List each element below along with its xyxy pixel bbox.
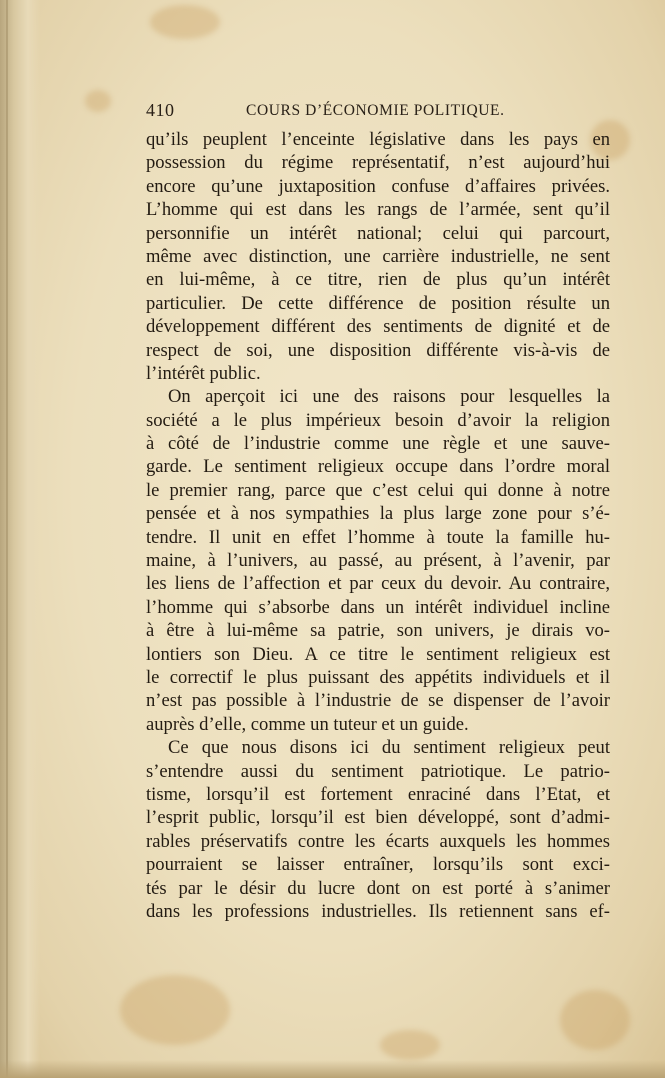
- page-fold-line: [6, 0, 8, 1078]
- text-line: lontiers son Dieu. A ce titre le sentiment religieux est: [146, 643, 610, 665]
- text-line: n’est pas possible à l’industrie de se dispenser de l’avoir: [146, 690, 610, 712]
- page-number: 410: [146, 100, 175, 120]
- text-line: l’homme qui s’absorbe dans un intérêt individuel incline: [146, 596, 610, 618]
- text-line: en lui-même, à ce titre, rien de plus qu’un intérêt: [146, 269, 610, 291]
- text-line: personnifie un intérêt national; celui qui parcourt,: [146, 222, 610, 244]
- foxing-stain: [150, 5, 220, 39]
- text-line: particulier. De cette différence de position résulte un: [146, 292, 610, 314]
- text-line: tisme, lorsqu’il est fortement enraciné dans l’Etat, et: [146, 783, 610, 805]
- page-bottom-edge: [0, 1060, 665, 1078]
- text-line: respect de soi, une disposition différente vis-à-vis de: [146, 339, 610, 361]
- text-line: garde. Le sentiment religieux occupe dans l’ordre moral: [146, 456, 610, 478]
- text-line: pensée et à nos sympathies la plus large zone pour s’é-: [146, 503, 610, 525]
- text-line: tés par le désir du lucre dont on est porté à s’animer: [146, 877, 610, 899]
- text-line: rables préservatifs contre les écarts auxquels les hommes: [146, 830, 610, 852]
- text-line: auprès d’elle, comme un tuteur et un guide.: [146, 713, 469, 735]
- foxing-stain: [85, 90, 111, 112]
- text-line: à côté de l’industrie comme une règle et une sauve-: [146, 433, 610, 455]
- text-line: l’intérêt public.: [146, 362, 261, 384]
- text-line: qu’ils peuplent l’enceinte législative dans les pays en: [146, 129, 610, 150]
- text-line: Ce que nous disons ici du sentiment religieux peut: [168, 737, 610, 759]
- body-text: [146, 128, 610, 923]
- foxing-stain: [560, 990, 630, 1050]
- foxing-stain: [380, 1030, 440, 1060]
- text-line: maine, à l’univers, au passé, au présent, à l’avenir, par: [146, 550, 610, 572]
- running-header: [146, 100, 610, 124]
- text-line: L’homme qui est dans les rangs de l’armée, sent qu’il: [146, 199, 610, 221]
- foxing-stain: [120, 975, 230, 1045]
- text-line: On aperçoit ici une des raisons pour lesquelles la: [168, 386, 610, 408]
- text-line: encore qu’une juxtaposition confuse d’affaires privées.: [146, 175, 610, 197]
- text-line: société a le plus impérieux besoin d’avoir la religion: [146, 409, 610, 431]
- text-line: pourraient se laisser entraîner, lorsqu’ils sont exci-: [146, 854, 610, 876]
- text-line: à être à lui-même sa patrie, son univers, je dirais vo-: [146, 620, 610, 642]
- text-line: les liens de l’affection et par ceux du devoir. Au contraire,: [146, 573, 610, 595]
- text-line: s’entendre aussi du sentiment patriotique. Le patrio-: [146, 760, 610, 782]
- running-title: COURS D’ÉCONOMIE POLITIQUE.: [246, 102, 505, 119]
- text-line: dans les professions industrielles. Ils retiennent sans ef-: [146, 900, 610, 922]
- text-line: possession du régime représentatif, n’est aujourd’hui: [146, 152, 610, 174]
- text-line: tendre. Il unit en effet l’homme à toute la famille hu-: [146, 526, 610, 548]
- text-line: le correctif le plus puissant des appétits individuels et il: [146, 666, 610, 688]
- text-line: le premier rang, parce que c’est celui qui donne à notre: [146, 479, 610, 501]
- text-line: même avec distinction, une carrière industrielle, ne sent: [146, 245, 610, 267]
- text-line: l’esprit public, lorsqu’il est bien développé, sont d’admi-: [146, 807, 610, 829]
- text-line: développement différent des sentiments de dignité et de: [146, 316, 610, 338]
